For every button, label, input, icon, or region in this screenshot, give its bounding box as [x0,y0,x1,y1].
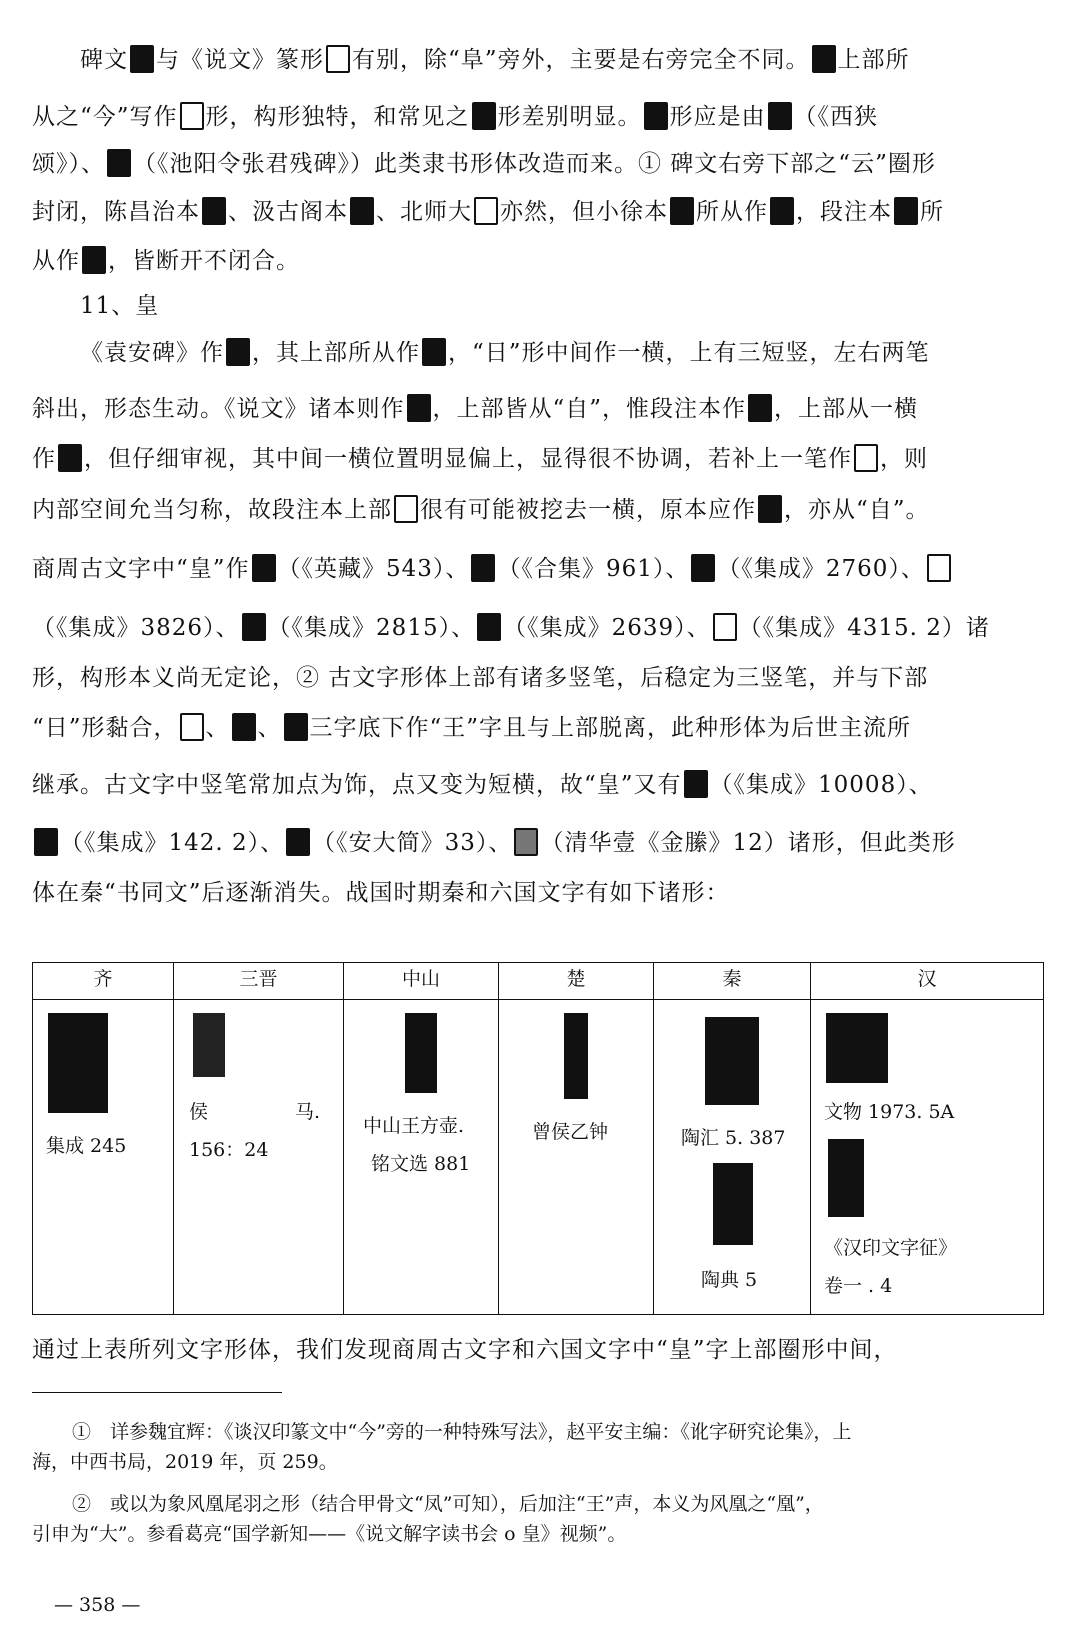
inline-glyph-image [514,828,538,856]
text-run: ，上部从一横 [774,396,919,422]
text-run: （《池阳令张君残碑》）此类隶书形体改造而来。① 碑文右旁下部之“云”圈形 [133,151,936,177]
header-zhongshan: 中山 [344,963,499,1000]
text-run: ，上部皆从“自”，惟段注本作 [432,396,747,422]
inline-glyph-image [768,102,792,130]
text-line [32,765,933,805]
text-line [80,40,910,80]
text-run: 《袁安碑》作 [80,340,224,366]
inline-glyph-image [854,444,878,472]
text-run: 三字底下作“王”字且与上部脱离，此种形体为后世主流所 [309,715,912,741]
form-label: 文物 1973. 5A [824,1101,955,1123]
inline-glyph-image [286,828,310,856]
text-run: 斜出，形态生动。《说文》诸本则作 [32,396,405,422]
text-run: 体在秦“书同文”后逐渐消失。战国时期秦和六国文字有如下诸形： [32,880,730,906]
text-run: （《英藏》543）、 [277,556,470,582]
text-run: ，但仔细审视，其中间一横位置明显偏上，显得很不协调，若补上一笔作 [84,446,852,472]
text-run: 亦然，但小徐本 [500,199,668,225]
inline-glyph-image [894,197,918,225]
inline-glyph-image [644,102,668,130]
cell-han [811,1000,1044,1315]
text-line [32,241,300,281]
inline-glyph-image [202,197,226,225]
text-run: ，皆断开不闭合。 [108,248,300,274]
text-run: （《集成》3826）、 [32,615,240,641]
cell-zhongshan [344,1000,499,1315]
text-run: ，则 [880,446,928,472]
text-run: 、北师大 [376,199,472,225]
text-run: 形，构形本义尚无定论，② 古文字形体上部有诸多竖笔，后稳定为三竖笔，并与下部 [32,665,929,691]
text-run: 与《说文》篆形 [156,47,324,73]
form-label: 陶汇 5. 387 [681,1127,786,1149]
text-run: （《集成》4315. 2）诸 [738,615,990,641]
text-run: “日”形黏合， [32,715,178,741]
cell-sanjin [174,1000,344,1315]
form-label: 中山王方壶. [363,1115,465,1137]
cell-qin [654,1000,811,1315]
inline-glyph-image [474,197,498,225]
inline-glyph-image [242,613,266,641]
header-chu: 楚 [499,963,654,1000]
inline-glyph-image [232,713,256,741]
text-line [32,608,990,648]
inline-glyph-image [107,149,131,177]
inline-glyph-image [684,770,708,798]
inline-glyph-image [180,102,204,130]
inline-glyph-image [130,45,154,73]
text-run: （《集成》2815）、 [267,615,476,641]
header-qin: 秦 [654,963,811,1000]
text-run: ，段注本 [796,199,892,225]
header-han: 汉 [811,963,1044,1000]
text-run: 碑文 [80,47,128,73]
text-line [32,389,918,429]
header-sanjin: 三晋 [174,963,344,1000]
inline-glyph-image [226,338,250,366]
inline-glyph-image [407,394,431,422]
seal-glyph-image [48,1013,108,1113]
inline-glyph-image [252,554,276,582]
text-line [32,823,956,863]
text-run: 11、皇 [80,293,160,319]
text-run: （《集成》10008）、 [709,772,933,798]
glyph-image [405,1013,437,1093]
text-run: 形差别明显。 [497,104,642,130]
header-qi: 齐 [33,963,174,1000]
glyph-image [826,1013,888,1083]
text-run: 形，构形独特，和常见之 [205,104,470,130]
footnote-rule [32,1392,282,1393]
page-number: — 358 — [54,1594,141,1616]
section-heading [80,286,159,326]
text-run: 形应是由 [669,104,766,130]
inline-glyph-image [927,554,951,582]
text-run: 、汲古阁本 [228,199,348,225]
form-label: 《汉印文字征》 [824,1237,958,1259]
inline-glyph-image [326,45,350,73]
glyph-image [564,1013,588,1099]
footnote-1: ① 详参魏宜辉：《谈汉印篆文中“今”旁的一种特殊写法》，赵平安主编：《讹字研究论集》，上 [72,1421,852,1443]
text-run: （《安大简》33）、 [312,830,513,856]
glyph-image [713,1163,753,1245]
footnote-1-cont: 海，中西书局，2019 年，页 259。 [32,1451,338,1473]
inline-glyph-image [670,197,694,225]
form-label: 马. [295,1101,321,1123]
text-run: （清华壹《金縢》12）诸形，但此类形 [540,830,956,856]
text-run: ，其上部所从作 [252,340,420,366]
footnote-2: ② 或以为象风凰尾羽之形（结合甲骨文“凤”可知），后加注“王”声，本义为风凰之“凰”， [72,1493,824,1515]
cell-qi [33,1000,174,1315]
text-run: 有别，除“阜”旁外，主要是右旁完全不同。 [352,47,810,73]
text-line [32,708,911,748]
script-forms-table [32,962,1044,1315]
form-label: 集成 245 [46,1135,127,1157]
text-line [32,490,930,530]
inline-glyph-image [284,713,308,741]
text-run: ，亦从“自”。 [784,497,930,523]
text-line [32,658,928,698]
inline-glyph-image [477,613,501,641]
text-line [32,439,928,479]
text-run: 颂》）、 [32,151,105,177]
inline-glyph-image [713,613,737,641]
inline-glyph-image [180,713,204,741]
inline-glyph-image [394,495,418,523]
inline-glyph-image [748,394,772,422]
inline-glyph-image [471,554,495,582]
text-run: 、 [205,715,230,741]
inline-glyph-image [812,45,836,73]
text-line [32,97,878,137]
form-label: 铭文选 881 [371,1153,471,1175]
inline-glyph-image [758,495,782,523]
text-line [80,333,930,373]
inline-glyph-image [34,828,58,856]
text-run: 从之“今”写作 [32,104,178,130]
text-line [32,873,730,913]
glyph-image [828,1139,864,1217]
cell-chu [499,1000,654,1315]
text-run: （《西狭 [793,104,879,130]
text-line [32,144,936,184]
inline-glyph-image [422,338,446,366]
form-label: 侯 [189,1101,209,1123]
text-line [32,192,944,232]
text-run: 、 [257,715,282,741]
text-run: （《集成》142. 2）、 [60,830,285,856]
text-run: 封闭，陈昌治本 [32,199,200,225]
glyph-image [705,1017,759,1105]
form-label: 曾侯乙钟 [532,1121,609,1143]
text-run: （《集成》2639）、 [503,615,711,641]
text-run: 继承。古文字中竖笔常加点为饰，点又变为短横，故“皇”又有 [32,772,682,798]
form-label: 156：24 [189,1139,269,1161]
text-line [32,549,953,589]
inline-glyph-image [472,102,496,130]
form-label: 卷一 . 4 [824,1275,893,1297]
text-run: 内部空间允当匀称，故段注本上部 [32,497,392,523]
text-run: 商周古文字中“皇”作 [32,556,250,582]
inline-glyph-image [82,246,106,274]
text-run: 很有可能被挖去一横，原本应作 [420,497,756,523]
form-label: 陶典 5 [701,1269,758,1291]
text-run: ，“日”形中间作一横，上有三短竖，左右两笔 [448,340,930,366]
text-run: （《集成》2760）、 [717,556,925,582]
inline-glyph-image [691,554,715,582]
glyph-image [193,1013,225,1077]
text-run: 所从作 [696,199,768,225]
text-run: （《合集》961）、 [497,556,690,582]
text-run: 上部所 [837,47,910,73]
inline-glyph-image [770,197,794,225]
text-run: 从作 [32,248,80,274]
inline-glyph-image [58,444,82,472]
text-line: 通过上表所列文字形体，我们发现商周古文字和六国文字中“皇”字上部圈形中间， [32,1337,898,1363]
text-run: 所 [920,199,944,225]
text-run: 作 [32,446,56,472]
footnote-2-cont: 引申为“大”。参看葛亮“国学新知——《说文解字读书会 o 皇》视频”。 [32,1523,627,1545]
inline-glyph-image [350,197,374,225]
